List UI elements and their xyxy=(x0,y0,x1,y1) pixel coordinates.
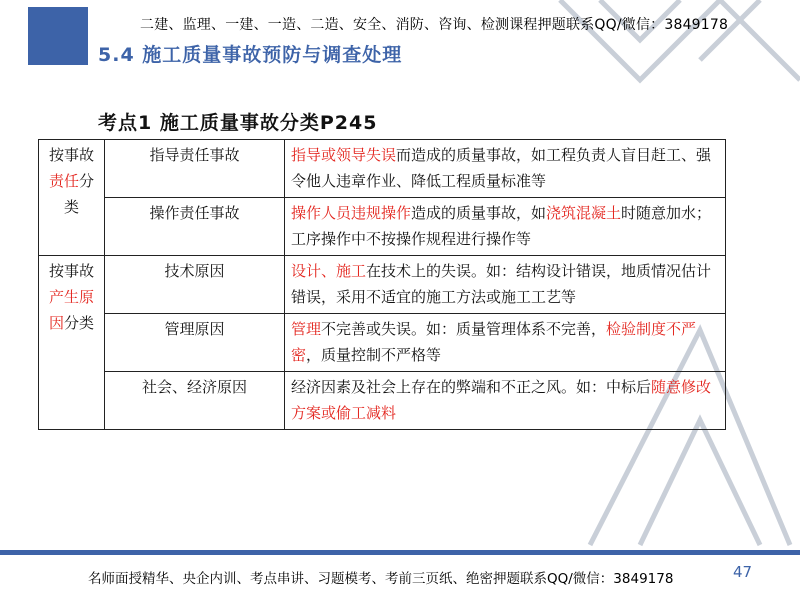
highlight-text: 检验制度不严密 xyxy=(291,320,697,364)
highlight-text: 管理 xyxy=(291,320,322,338)
description-text: 造成的质量事故，如 xyxy=(411,204,547,222)
description-text: 而造成的质量事故，如工程负责人盲目赶工、强令他人违章作业、降低工程质量标准等 xyxy=(291,146,712,190)
description-cell xyxy=(285,256,726,314)
accident-classification-table xyxy=(38,139,726,430)
page-number: 47 xyxy=(733,563,753,581)
header-logo-block xyxy=(28,7,88,65)
description-cell xyxy=(285,198,726,256)
category-cell-responsibility xyxy=(39,140,105,256)
footer-divider xyxy=(0,550,800,555)
category-label: 分类 xyxy=(64,314,95,332)
table-row xyxy=(39,314,726,372)
highlight-text: 浇筑混凝土 xyxy=(546,204,622,222)
category-cell-cause xyxy=(39,256,105,430)
table-row xyxy=(39,140,726,198)
category-keyword: 责任 xyxy=(48,172,79,190)
description-text: 不完善或失误。如：质量管理体系不完善， xyxy=(321,320,607,338)
description-text: 时随意加水；工序操作中不按操作规程进行操作等 xyxy=(291,204,712,248)
category-keyword: 产生原因 xyxy=(48,288,94,332)
category-label: 按事故 xyxy=(48,262,94,280)
subcategory-cell: 操作责任事故 xyxy=(105,198,285,256)
description-cell xyxy=(285,372,726,430)
category-label: 分类 xyxy=(63,172,95,216)
footer-contact-text: 名师面授精华、央企内训、考点串讲、习题模考、考前三页纸、绝密押题联系QQ/微信：3849178 xyxy=(88,571,674,587)
table-row xyxy=(39,256,726,314)
subcategory-cell: 指导责任事故 xyxy=(105,140,285,198)
category-label: 按事故 xyxy=(48,146,94,164)
subcategory-cell: 技术原因 xyxy=(105,256,285,314)
description-text: 在技术上的失误。如：结构设计错误，地质情况估计错误，采用不适宜的施工方法或施工工艺等 xyxy=(291,262,712,306)
highlight-text: 操作人员违规操作 xyxy=(291,204,412,222)
topic-heading: 考点1 施工质量事故分类P245 xyxy=(98,112,378,134)
description-text: ，质量控制不严格等 xyxy=(306,346,442,364)
section-title: 5.4 施工质量事故预防与调查处理 xyxy=(98,44,403,66)
contact-banner: 二建、监理、一建、一造、二造、安全、消防、咨询、检测课程押题联系QQ/微信：3849178 xyxy=(140,17,729,33)
highlight-text: 指导或领导失误 xyxy=(291,146,397,164)
highlight-text: 随意修改方案或偷工减料 xyxy=(291,378,712,422)
description-text: 经济因素及社会上存在的弊端和不正之风。如：中标后 xyxy=(291,378,652,396)
subcategory-cell: 管理原因 xyxy=(105,314,285,372)
table-row xyxy=(39,198,726,256)
description-cell xyxy=(285,140,726,198)
description-cell xyxy=(285,314,726,372)
subcategory-cell: 社会、经济原因 xyxy=(105,372,285,430)
highlight-text: 设计、施工 xyxy=(291,262,367,280)
table-row xyxy=(39,372,726,430)
